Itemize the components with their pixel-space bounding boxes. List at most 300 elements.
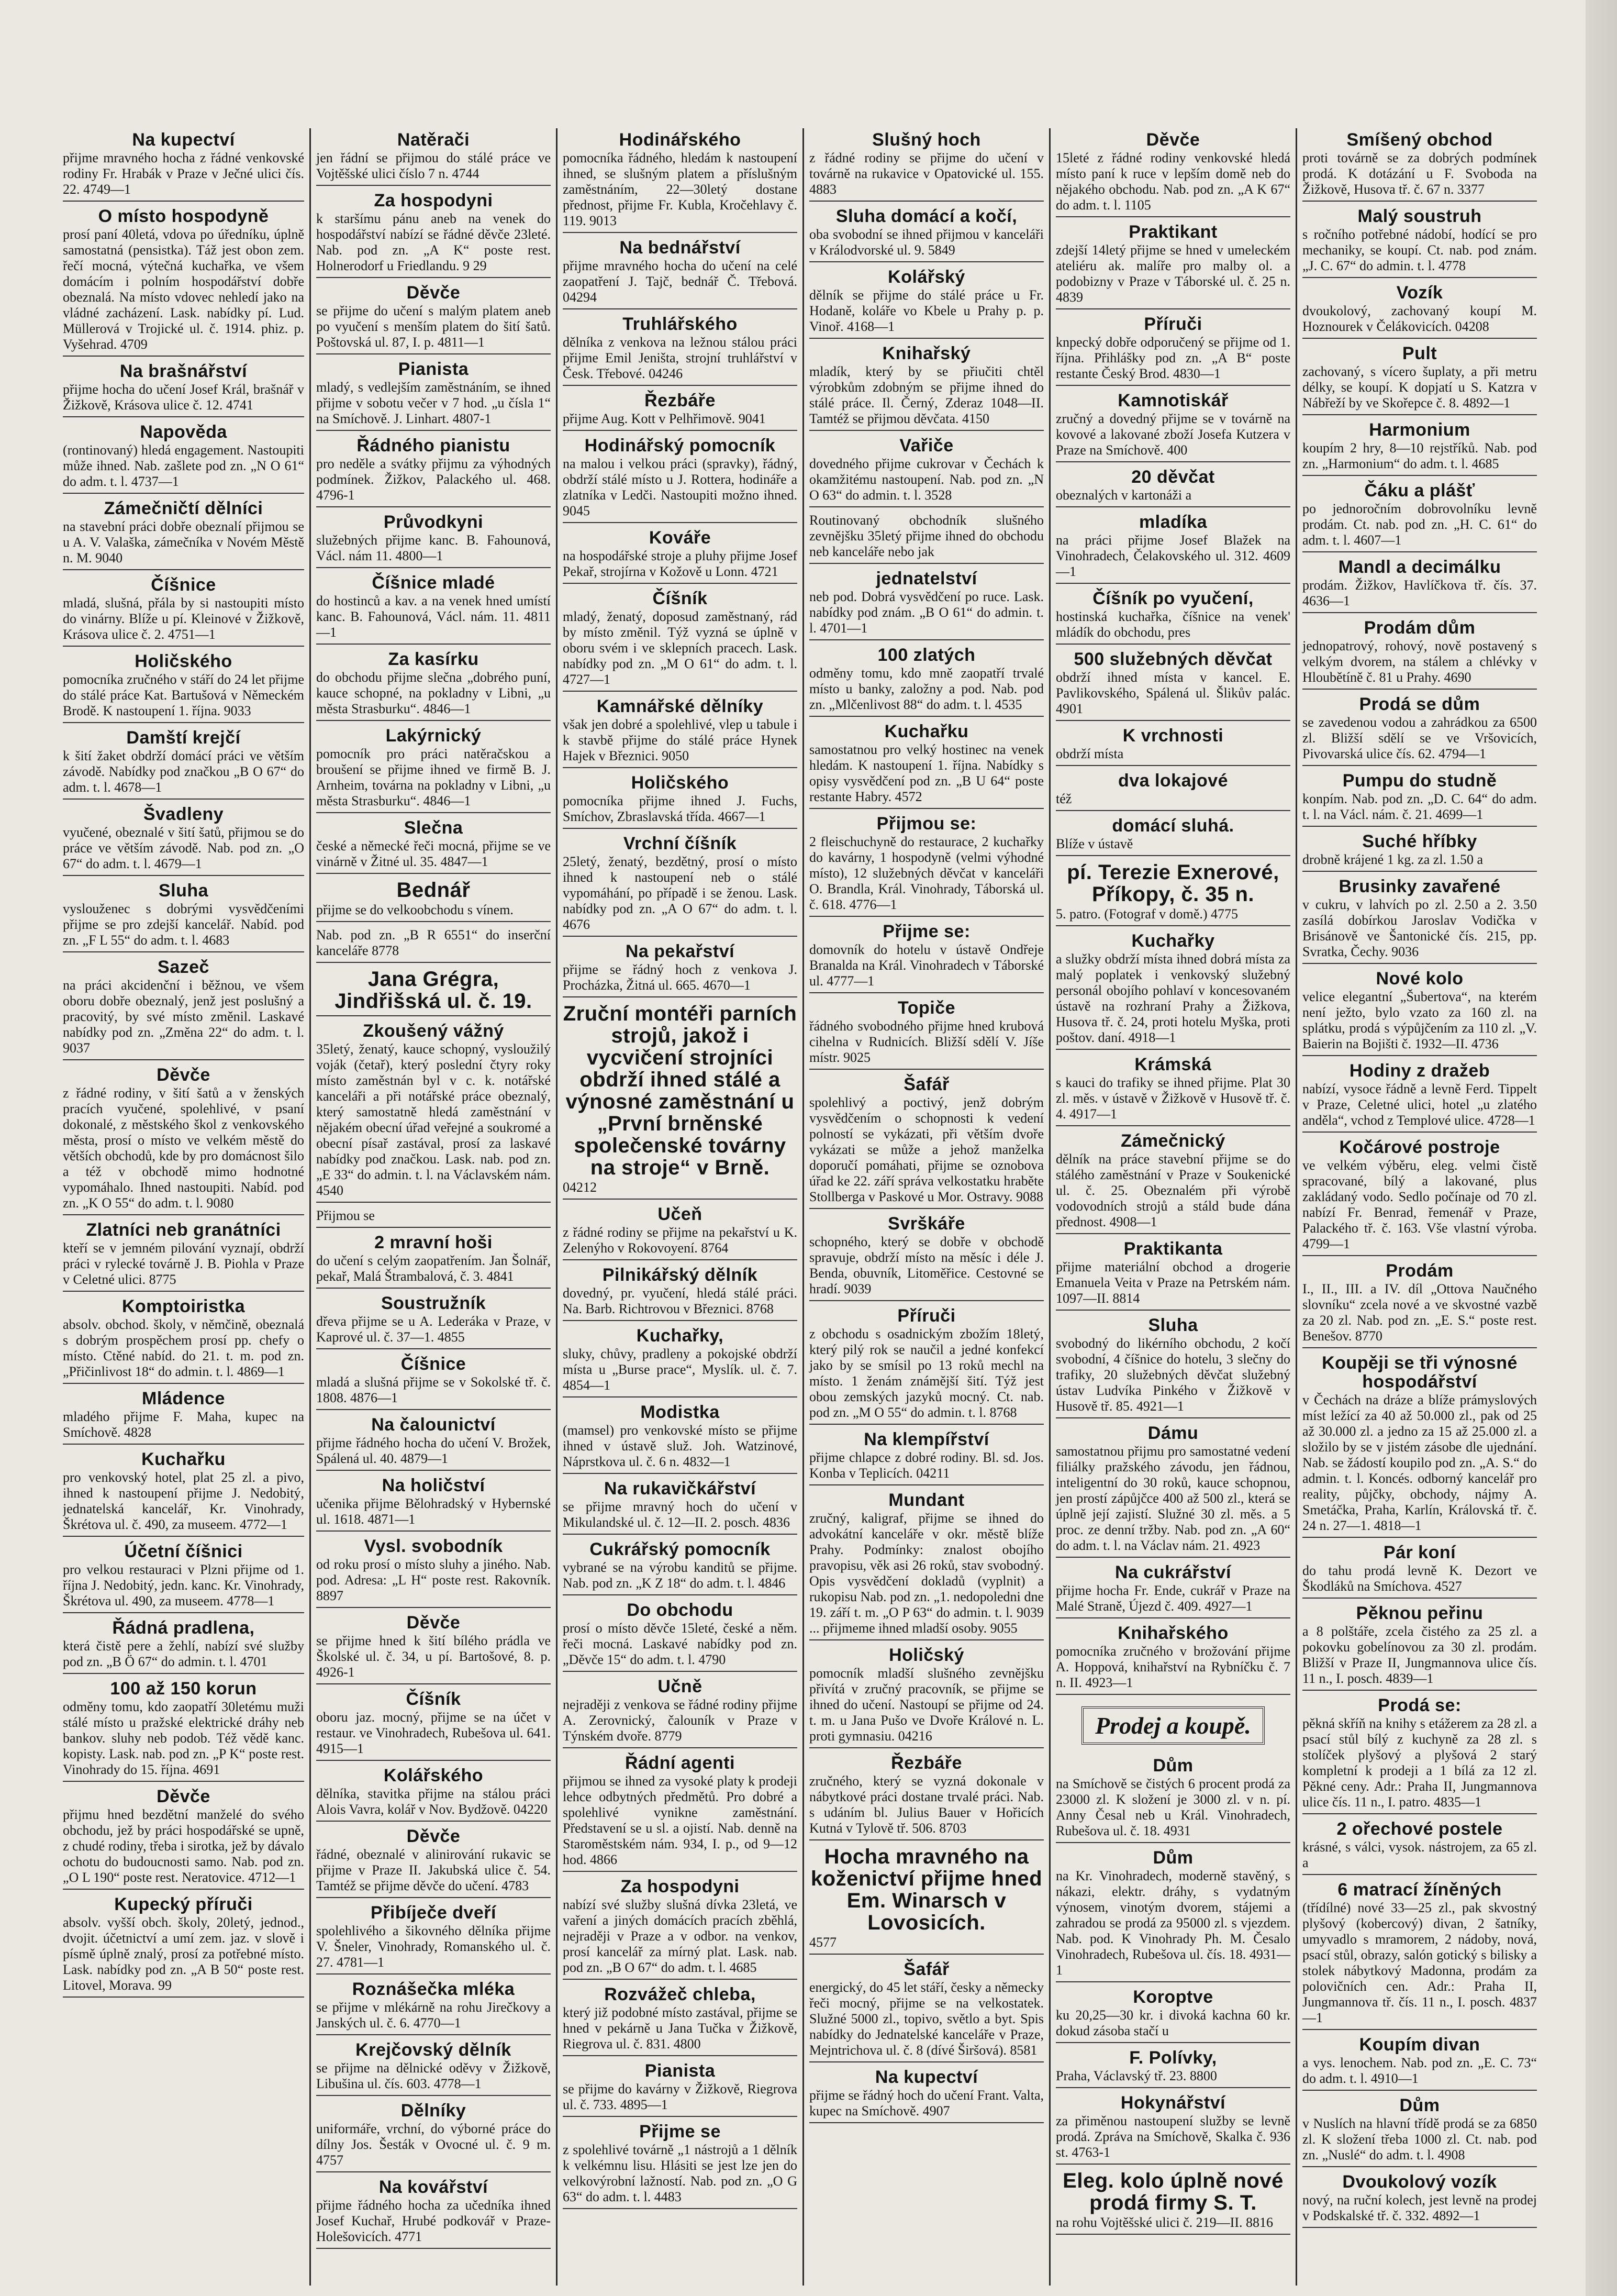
ad-divider (563, 1594, 797, 1595)
ad-heading: Smíšený obchod (1346, 130, 1493, 150)
ad-text: mladého přijme F. Maha, kupec na Smíchově. 4828 (63, 1409, 304, 1440)
ad-divider (1302, 277, 1537, 278)
ad-heading: Bednář (396, 879, 471, 902)
ad-divider (563, 2208, 797, 2209)
ad-divider (809, 201, 1044, 202)
ad-heading: Děvče (406, 283, 461, 303)
ad-text: svobodný do likérního obchodu, 2 kočí svobodní, 4 číšnice do hotelu, 3 slečny do trafiky, 20 služebných děvčat služebný ústav Ludvíka Pinkého v Žižkově v Husově tř. 85. 4921—1 (1056, 1336, 1290, 1414)
ad-text: a 8 polštáře, zcela čistého za 25 zl. a pokovku gobelínovou za 30 zl. prodám. Bližší v Praze II, Jungmannova ulice čís. 11 n., I. posch. 4839—1 (1302, 1624, 1537, 1686)
ad-divider (1302, 338, 1537, 339)
ad-text: s ročního potřebné nádobí, hodící se pro mechaniky, se koupí. Ct. nab. pod znám. „J. C. 67“ do admin. t. l. 4778 (1302, 227, 1537, 273)
classified-ad (563, 315, 797, 386)
ad-divider (1056, 1617, 1290, 1618)
ad-heading: Na kovářství (378, 2177, 488, 2197)
ad-text: mladá, slušná, přála by si nastoupiti místo do vinárny. Blíže u pí. Kleinové v Žižkově, Krásova ulice č. 2. 4751—1 (63, 595, 304, 642)
ad-divider (63, 356, 304, 357)
ad-divider (1056, 2164, 1290, 2165)
classified-ad (63, 1679, 304, 1782)
ad-divider (1056, 1125, 1290, 1126)
classified-ad (316, 879, 551, 922)
ad-heading: Napověda (140, 422, 227, 442)
ad-heading: Komptoiristka (121, 1296, 246, 1316)
ad-divider (809, 1954, 1044, 1955)
ad-divider (316, 277, 551, 278)
ad-text: z obchodu s osadnickým zbožím 18letý, který pilý rok se naučil a jedné konfekcí jako by se smísil po 13 roků mechl na místo. 1 ženám známější šití. Týž jest obou zemských jazyků mocný. Ct. nab. pod zn. „M O 55“ do admin. t. l. 8768 (809, 1326, 1044, 1420)
ad-text: po jednoročním dobrovolníku levně prodám. Ct. nab. pod zn. „H. C. 61“ do adm. t. l. 4607—1 (1302, 501, 1537, 548)
ad-heading: Pěknou peřinu (1356, 1603, 1484, 1623)
classified-ad (809, 569, 1044, 640)
classified-ad (1302, 481, 1537, 552)
ad-text: obeznalých v kartonáži a (1056, 487, 1192, 503)
ad-heading: Roznášečka mléka (352, 1979, 515, 1999)
ad-divider (1302, 1874, 1537, 1875)
ad-heading: Děvče (406, 1826, 461, 1846)
ad-divider (1056, 1233, 1290, 1234)
ad-divider (316, 720, 551, 721)
ad-heading: Vařiče (899, 436, 954, 456)
ad-heading: Jana Grégra, Jindřišská ul. č. 19. (334, 968, 532, 1013)
ad-heading: Prodám dům (1364, 618, 1476, 638)
ad-divider (316, 1227, 551, 1228)
ad-heading: Na pekařství (625, 941, 735, 961)
ad-heading: Pianista (398, 359, 469, 379)
ad-divider (63, 646, 304, 647)
ad-heading: Děvče (157, 1065, 210, 1085)
ad-heading: Přijme se: (883, 922, 971, 941)
ad-text: drobně krájené 1 kg. za zl. 1.50 a (1302, 852, 1484, 867)
ad-text: odměny tomu, kdo mně zaopatří trvalé místo u banky, založny a pod. Nab. pod zn. „Mlčenlivost 88“ do adm. t. l. 4535 (809, 665, 1044, 712)
ad-text: 2 fleischuchyně do restaurace, 2 kuchařky do kavárny, 1 hospodyně (velmi výhodné místo), 12 služebných děvčat v kanceláři O. Brandla, Král. Vinohrady, Táborská ul. č. 618. 4776—1 (809, 834, 1044, 912)
classified-ad (809, 344, 1044, 431)
ad-divider (809, 916, 1044, 917)
ad-text: dělníka, stavitka přijme na stálou práci Alois Vavra, kolář v Nov. Bydžově. 04220 (316, 1786, 551, 1817)
ad-divider (1302, 963, 1537, 964)
classified-columns (63, 128, 1544, 2286)
classified-ad (1302, 1354, 1537, 1538)
ad-heading: Sluha (158, 881, 209, 901)
ad-divider (316, 1348, 551, 1349)
classified-ad (316, 1355, 551, 1410)
ad-text: mladý, s vedlejším zaměstnáním, se ihned přijme v sobotu večer v 7 hod. „u čísla 1“ na Smíchově. J. Linhart. 4807-1 (316, 380, 551, 426)
ad-divider (63, 1536, 304, 1537)
ad-heading: Zámečničtí dělníci (104, 498, 263, 518)
ad-divider (809, 992, 1044, 993)
ad-heading: Šafář (904, 1074, 950, 1094)
ad-heading: Číšník (406, 1689, 461, 1709)
ad-text: přijme Aug. Kott v Pelhřimově. 9041 (563, 411, 766, 426)
ad-text: 04212 (563, 1180, 597, 1195)
ad-heading: Na klempířství (864, 1429, 989, 1449)
ad-heading: Prodám (1386, 1261, 1454, 1281)
classified-ad (1056, 1848, 1290, 1982)
ad-heading: Číšník (652, 589, 708, 608)
ad-heading: Slušný hoch (872, 130, 981, 150)
ad-text: přijme hocha do učení Josef Král, brašnář v Žižkově, Krásova ulice č. 12. 4741 (63, 382, 304, 413)
ad-divider (563, 1396, 797, 1397)
ad-divider (1302, 2227, 1537, 2228)
ad-heading: Kamnotiskář (1118, 391, 1229, 411)
ad-divider (1056, 2234, 1290, 2235)
classified-ad (809, 1214, 1044, 1301)
classified-ad (63, 958, 304, 1060)
ad-text: k šití žaket obdrží domácí práci ve větším závodě. Nabídky pod značkou „B O 67“ do adm. t. l. 4678—1 (63, 748, 304, 795)
ad-heading: Truhlářského (622, 314, 738, 334)
ad-divider (1056, 1842, 1290, 1843)
ad-text: pomocníka přijme ihned J. Fuchs, Smíchov, Zbraslavská třída. 4667—1 (563, 793, 797, 824)
column-1 (63, 128, 309, 2286)
ad-heading: Krejčovský dělník (355, 2040, 511, 2060)
ad-text: koupím 2 hry, 8—10 rejstříků. Nab. pod zn. „Harmonium“ do adm. t. l. 4685 (1302, 440, 1537, 471)
ad-heading: Holičský (889, 1645, 964, 1665)
ad-heading: Na bednářství (619, 238, 741, 258)
ad-text: se přijme mravný hoch do učení v Mikulandské ul. č. 12—II. 2. posch. 4836 (563, 1499, 797, 1530)
ad-divider (63, 569, 304, 570)
ad-divider (316, 430, 551, 431)
ad-text: prosí o místo děvče 15leté, české a něm. řeči mocná. Laskavé nabídky pod zn. „Děvče 15“ do adm. t. l. 4790 (563, 1621, 797, 1667)
ad-text: pomocníka zručného v brožování přijme A. Hoppová, knihařství na Rybníčku č. 7 n. II. 4923—1 (1056, 1644, 1290, 1690)
ad-divider (1302, 2029, 1537, 2030)
classified-ad (563, 1326, 797, 1397)
ad-heading: Na čalounictví (371, 1415, 496, 1435)
ad-heading: Hodinářský pomocník (584, 436, 776, 456)
ad-divider (809, 261, 1044, 262)
ad-text: Blíže v ústavě (1056, 836, 1133, 851)
ad-text: dovedného přijme cukrovar v Čechách k okamžitému nastoupení. Nab. pod zn. „N O 63“ do admin. t. l. 3528 (809, 456, 1044, 503)
ad-text: přijme se řádný hoch do učení Frant. Valta, kupec na Smíchově. 4907 (809, 2088, 1044, 2118)
ad-text: Praha, Václavský tř. 23. 8800 (1056, 2068, 1217, 2083)
classified-ad (1056, 771, 1290, 811)
ad-divider (1056, 1417, 1290, 1418)
classified-ad (563, 1403, 797, 1474)
ad-text: jen řádní se přijmou do stálé práce ve Vojtěšské ulici číslo 7 n. 4744 (316, 150, 551, 181)
ad-divider (563, 767, 797, 768)
classified-ad (563, 1601, 797, 1672)
ad-heading: domácí sluhá. (1112, 816, 1234, 836)
ad-text: zachovaný, s vícero šuplaty, a při metru délky, se koupí. K dopjatí u S. Katzra v Nábřeží by ve Skořepce č. 8. 4892—1 (1302, 364, 1537, 411)
ad-heading: Kolářského (383, 1766, 484, 1785)
ad-heading: Pár koní (1383, 1543, 1456, 1562)
ad-divider (809, 716, 1044, 717)
ad-divider (563, 430, 797, 431)
ad-text: pomocník mladší slušného zevnějšku přivítá v zručný pracovník, se přijme se ihned do učení. Nastoupí se přijme od 24. t. m. u Jana Pušo ve Dvoře Králové n. L. proti gymnasiu. 04216 (809, 1666, 1044, 1744)
classified-ad (316, 191, 551, 278)
ad-text: pomocníka řádného, hledám k nastoupení ihned, se slušným platem a příslušným zaměstnáním, 22—30letý dostane přednost, přijme Fr. Kubla, Kročehlavy č. 119. 9013 (563, 150, 797, 228)
ad-divider (316, 506, 551, 507)
ad-text: prosí paní 40letá, vdova po úředníku, úplně samostatná (pensistka). Táž jest obon zem. řečí mocná, výtečná kuchařka, ve všem domácím i polním hospodářství dobře obeznalá. Na místo vdovec nehledí jako na vládné zacházení. Lask. nabídky pí. Lud. Müllerová v Trojické ul. č. 1914. phiz. p. Vyšehrad. 4709 (63, 227, 304, 352)
ad-text: obdrží ihned místa v kancel. E. Pavlikovského, Spálená ul. Šlikův palác. 4901 (1056, 670, 1290, 716)
ad-text: kteří se v jemném pilování vyznají, obdrží práci v rylecké továrně J. B. Piohla v Praze v Celetné ulici. 8775 (63, 1240, 304, 1287)
ad-divider (316, 1821, 551, 1822)
classified-ad (63, 1066, 304, 1215)
ad-heading: Na cukrářství (1115, 1562, 1231, 1582)
classified-ad (63, 1221, 304, 1292)
ad-divider (63, 493, 304, 494)
ad-divider (1302, 612, 1537, 613)
ad-text: 15leté z řádné rodiny venkovské hledá místo paní k ruce v lepším domě neb do nějakého obchodu. Nab. pod zn. „A K 67“ do adm. t. l. 1105 (1056, 150, 1290, 213)
ad-text: prodám. Žižkov, Havlíčkova tř. čís. 37. 4636—1 (1302, 578, 1537, 608)
classified-ad (1056, 1132, 1290, 1234)
ad-text: neb pod. Dobrá vysvědčení po ruce. Lask. nabídky pod znám. „B O 61“ do admin. t. l. 4701—1 (809, 589, 1044, 636)
classified-ad (1056, 1424, 1290, 1558)
ad-divider (1302, 414, 1537, 415)
ad-divider (563, 1871, 797, 1872)
ad-divider (563, 1259, 797, 1260)
ad-divider (63, 416, 304, 417)
ad-heading: Koupím divan (1359, 2035, 1480, 2055)
ad-text: přijmu hned bezdětní manželé do svého obchodu, jež by práci hospodářské se upně, z chudé rodiny, třeba i sirotka, jež by dávalo ochotu do budoucnosti samo. Nab. pod zn. „O L 190“ poste rest. Neratovice. 4712—1 (63, 1807, 304, 1885)
ad-text: a vys. lenochem. Nab. pod zn. „E. C. 73“ do adm. t. l. 4910—1 (1302, 2055, 1537, 2086)
classified-ad (809, 207, 1044, 262)
ad-divider (1302, 826, 1537, 827)
ad-divider (316, 1607, 551, 1608)
ad-text: do obchodu přijme slečna „dobrého puní, kauce schopné, na pokladny v Libni, „u města Strasburku“. 4846—1 (316, 670, 551, 716)
ad-heading: Pumpu do studně (1342, 771, 1497, 791)
ad-heading: Holičského (135, 651, 232, 671)
classified-ad (563, 391, 797, 431)
section-title: Prodej a koupě. (1081, 1706, 1265, 1745)
ad-text: spolehlivého a šikovného dělníka přijme V. Šneler, Vinohrady, Romanského ul. č. 27. 4781—1 (316, 1923, 551, 1970)
classified-ad (63, 881, 304, 952)
ad-divider (316, 185, 551, 186)
ad-heading: Zámečnický (1121, 1131, 1225, 1151)
ad-heading: Topiče (897, 998, 956, 1018)
classified-ad (63, 575, 304, 647)
ad-divider (1056, 308, 1290, 309)
ad-heading: Číšnice (151, 575, 216, 595)
classified-ad (809, 814, 1044, 917)
ad-text: na stavební práci dobře obeznalí přijmou se u A. V. Valaška, zámečníka v Novém Městě n. M. 9040 (63, 519, 304, 565)
ad-text: se přijme na dělnické oděvy v Žižkově, Libušina ul. čís. 603. 4778—1 (316, 2060, 551, 2091)
ad-heading: Kamnářské dělníky (596, 696, 764, 716)
ad-heading: Hodiny z dražeb (1349, 1061, 1490, 1081)
ad-text: pomocníka zručného v stáří do 24 let přijme do stálé práce Kat. Bartušová v Německém Brodě. K nastoupení 1. října. 9033 (63, 672, 304, 718)
ad-divider (1056, 1694, 1290, 1695)
ad-text: zručného, který se vyzná dokonale v nábytkové práci dostane trvalé práci. Nab. s udáním bl. Julius Bauer v Hořicích Kutná v Tylově tř. 506. 8703 (809, 1773, 1044, 1836)
classified-ad (316, 130, 551, 186)
classified-ad (563, 1205, 797, 1260)
classified-ad (1056, 468, 1290, 507)
ad-divider (1056, 1981, 1290, 1982)
classified-ad (563, 528, 797, 584)
ad-text: se přijme do kavárny v Žižkově, Riegrova ul. č. 733. 4895—1 (563, 2081, 797, 2112)
ad-divider (1056, 1049, 1290, 1050)
ad-text: služebných přijme kanc. B. Fahounová, Václ. nám 11. 4800—1 (316, 533, 551, 563)
ad-text: na hospodářské stroje a pluhy přijme Josef Pekař, strojírna v Kožově u Lonn. 4721 (563, 548, 797, 579)
ad-heading: Vozík (1396, 283, 1443, 303)
ad-divider (1302, 1347, 1537, 1348)
ad-text: přijme mravného hocha z řádné venkovské rodiny Fr. Hrabák v Praze v Ječné ulici čís. 22. 4749—1 (63, 150, 304, 197)
classified-ad (316, 573, 551, 645)
ad-text: z řádné rodiny, v šití šatů a v ženských pracích vyučené, spolehlivé, v psaní dokonalé, z městského škol z venkovského města, prosí o místo ve velkém městě do větších obchodů, kde by pro domácnost šilo a též v obchodě mimo hodnotné vypomáhalo. Ihned nastoupiti. Nabíd. pod zn. „K O 55“ do adm. t. l. 9080 (63, 1085, 304, 1211)
classified-ad (316, 1537, 551, 1608)
classified-ad (316, 1415, 551, 1471)
ad-text: přijme se řádný hoch z venkova J. Procházka, Žitná ul. 665. 4670—1 (563, 962, 797, 993)
ad-text: odměny tomu, kdo zaopatří 30letému muži stálé místo u pražské elektrické dráhy neb bankov. sluhy neb podob. Též vědě kanc. kopisty. Lask. nab. pod zn. „P K“ poste rest. Vinohrady do 15. října. 4691 (63, 1699, 304, 1777)
ad-text: (třídílné) nové 33—25 zl., pak skvostný plyšový (kobercový) divan, 2 šatníky, umyvadlo s mramorem, 2 nádoby, nová, psací stůl, obrazy, salón gotický s bilisky a stolek nábytkový Madonna, prodám za polovičních cen. Adr.: Praha II, Jungmannova tř. čís. 11 n., I. posch. 4837—1 (1302, 1900, 1537, 2025)
ad-divider (563, 1747, 797, 1748)
ad-heading: O místo hospodyně (98, 206, 269, 226)
ad-text: též (1056, 791, 1072, 806)
ad-divider (316, 2171, 551, 2172)
ad-heading: jednatelství (876, 569, 977, 589)
ad-divider (316, 1530, 551, 1532)
page-edge (1586, 0, 1617, 2296)
ad-text: se přijme do učení s malým platem aneb po vyučení s menším platem do šití šatů. Poštovská ul. 87, I. p. 4811—1 (316, 303, 551, 350)
ad-heading: Číšník po vyučení, (1092, 589, 1254, 608)
classified-ad (809, 1754, 1044, 1840)
classified-ad (316, 726, 551, 813)
classified-ad (563, 1877, 797, 1980)
ad-heading: Modistka (640, 1402, 720, 1422)
ad-heading: Na rukavičkářství (604, 1479, 756, 1499)
classified-ad (563, 834, 797, 937)
ad-heading: Přijme se (639, 2122, 721, 2142)
ad-text: pomocník pro práci natěračskou a broušení se přijme ihned ve firmě B. J. Arnheim, továrna na pokladny v Libni, „u města Strasburku“. 4846—1 (316, 746, 551, 808)
classified-ad (1302, 2172, 1537, 2228)
ad-divider (1056, 810, 1290, 811)
ad-heading: Koupěji se tři výnosné hospodářství (1322, 1353, 1518, 1392)
ad-heading: F. Polívky, (1129, 2048, 1217, 2068)
ad-heading: Brusinky zavařené (1339, 877, 1501, 896)
classified-ad (316, 1022, 551, 1203)
ad-heading: Přijmou se: (876, 814, 977, 834)
classified-ad (1302, 695, 1537, 766)
ad-text: (rontinovaný) hledá engagement. Nastoupiti může ihned. Nab. zašlete pod zn. „N O 61“ do adm. t. l. 4737—1 (63, 442, 304, 489)
classified-ad (809, 513, 1044, 564)
column-5 (1049, 128, 1296, 2286)
classified-ad (563, 436, 797, 523)
classified-ad (316, 360, 551, 431)
ad-text: 35letý, ženatý, kauce schopný, vysloužilý voják (četař), který poslední čtyry roky místo zaměstnán byl v c. k. notářské kanceláři a při notářské práce obeznalý, který samostatně hledá zaměstnání v nějakém obecní úřad veřejné a soukromé a obecní písař zastával, prosí za laskavé nabídky pod značkou. Lask. nab. pod zn. „E 33“ do admin. t. l. na Václavském nám. 4540 (316, 1041, 551, 1198)
ad-text: nabízí své služby slušná dívka 23letá, ve vaření a jiných domácích pracích zběhlá, nejraději v Praze a v odbor. na venkov, prosí kancelář za mírný plat. Lask. nab. pod zn. „B O 67“ do adm. t. l. 4685 (563, 1897, 797, 1975)
ad-heading: Mládence (142, 1389, 225, 1408)
ad-text: na malou i velkou práci (spravky), řádný, obdrží stálé místo u J. Rottera, hodináře a zlatníka v Ledči. Nastoupiti možno ihned. 9045 (563, 456, 797, 518)
classified-ad (1302, 1696, 1537, 1814)
ad-divider (809, 808, 1044, 809)
classified-ad (809, 1075, 1044, 1209)
ad-divider (1056, 1310, 1290, 1311)
ad-heading: Malý soustruh (1357, 206, 1482, 226)
ad-heading: Kolářský (888, 267, 965, 287)
ad-divider (809, 1424, 1044, 1425)
ad-text: učenika přijme Bělohradský v Hybernské ul. 1618. 4871—1 (316, 1496, 551, 1527)
ad-heading: Kupecký příruči (114, 1894, 253, 1914)
ad-heading: Lakýrnický (385, 726, 482, 746)
classified-ad (1302, 207, 1537, 278)
classified-ad (1056, 513, 1290, 584)
ad-text: dělníka z venkova na ležnou stálou práci přijme Emil Jeništa, strojní truhlářství v Česk. Třebové. 04246 (563, 335, 797, 381)
ad-text: za přiměnou nastoupení služby se levně prodá. Zpráva na Smíchově, Skalka č. 936 st. 4763-1 (1056, 2113, 1290, 2160)
ad-text: ku 20,25—30 kr. i divoká kachna 60 kr. dokud zásoba stačí u (1056, 2007, 1290, 2038)
classified-ad (809, 268, 1044, 339)
ad-text: v Nuslích na hlavní třídě prodá se za 6850 zl. K složení třeba 1000 zl. Ct. nab. pod zn. „Nuslé“ do adm. t. l. 4908 (1302, 2116, 1537, 2162)
ad-divider (809, 639, 1044, 640)
ad-heading: Kuchařku (884, 722, 969, 741)
classified-ad (809, 999, 1044, 1070)
ad-heading: Příruči (897, 1306, 956, 1326)
ad-text: řádného svobodného přijme hned krubová cihelna v Rudnicích. Bližší sdělí V. Jíše místr. 9025 (809, 1018, 1044, 1065)
ad-divider (63, 1383, 304, 1384)
classified-ad (63, 362, 304, 417)
classified-ad (63, 1297, 304, 1384)
ad-heading: Za kasírku (388, 649, 479, 669)
ad-text: energický, do 45 let stáří, česky a německy řeči mocný, přijme se na velkostatek. Služné 5000 zl., topivo, světlo a byt. Spis nabídky do Jednatelské kanceláře v Praze, Mejntrichova ul. č. 8 (dívé Širšová). 8581 (809, 1980, 1044, 2058)
ad-divider (563, 522, 797, 523)
classified-ad (316, 1294, 551, 1349)
ad-text: dřeva přijme se u A. Lederáka v Praze, v Kaprové ul. č. 37—1. 4855 (316, 1314, 551, 1345)
ad-divider (1302, 1690, 1537, 1691)
ad-heading: Děvče (1146, 130, 1200, 150)
classified-ad (316, 1903, 551, 1975)
ad-heading: Šafář (904, 1959, 950, 1979)
classified-ad (809, 130, 1044, 202)
ad-text: samostatnou pro velký hostinec na venek hledám. K nastoupení 1. října. Nabídky s opisy vysvědčení pod zn. „B U 64“ poste restante Habry. 4572 (809, 742, 1044, 804)
classified-ad (63, 728, 304, 800)
ad-heading: Do obchodu (627, 1600, 733, 1620)
classified-ad (563, 1754, 797, 1872)
ad-divider (1302, 201, 1537, 202)
ad-divider (1056, 765, 1290, 766)
classified-ad (1302, 283, 1537, 339)
ad-divider (316, 1288, 551, 1289)
ad-heading: Účetní číšnici (124, 1541, 243, 1561)
ad-text: přijme mravného hocha do učení na celé zaopatření J. Tajč, bednář Č. Třebová. 04294 (563, 258, 797, 305)
ad-text: sluky, chůvy, pradleny a pokojské obdrží místa u „Burse prace“, Myslík. ul. č. 7. 4854—1 (563, 1346, 797, 1393)
classified-ad (809, 1430, 1044, 1485)
ad-text: na rohu Vojtěšské ulici č. 219—II. 8816 (1056, 2215, 1273, 2230)
ad-heading: Pult (1402, 343, 1437, 363)
ad-heading: Harmonium (1369, 420, 1470, 440)
ad-text: zručný, kaligraf, přijme se ihned do advokátní kanceláře v okr. městě blíže Prahy. Podmínky: znalost obojího pravopisu, věk asi 26 roků, stav svobodný. Opis vysvědčení dokladů (vyplnit) a rukopisu Nab. pod zn. „1. nedopoledni dne 19. září t. m. „O P 63“ do admin. t. l. 9039 ... přijmeme ihned mladší osoby. 9055 (809, 1511, 1044, 1636)
ad-text: nejraději z venkova se řádné rodiny přijme A. Zerovnický, čalouník v Praze v Týnském dvoře. 8779 (563, 1697, 797, 1744)
ad-divider (809, 1208, 1044, 1209)
classified-ad (1056, 130, 1290, 217)
ad-heading: Děvče (157, 1787, 210, 1806)
ad-heading: Řádní agenti (625, 1753, 735, 1773)
classified-ad (316, 1690, 551, 1761)
classified-ad (1302, 1543, 1537, 1599)
ad-heading: Číšnice (400, 1354, 466, 1374)
classified-ad (1056, 391, 1290, 462)
classified-ad (1056, 650, 1290, 721)
ad-text: Routinovaný obchodník slušného zevnějšku 35letý přijme ihned do obchodu neb kanceláře nebo jak (809, 513, 1044, 559)
classified-ad (316, 283, 551, 354)
ad-text: do tahu prodá levně K. Dezort ve Škodláků na Smíchova. 4527 (1302, 1563, 1537, 1594)
ad-divider (1056, 385, 1290, 386)
classified-ad (316, 1233, 551, 1289)
ad-text: z řádné rodiny se přijme do učení v továrně na rukavice v Opatovické ul. 155. 4883 (809, 150, 1044, 197)
ad-heading: Řezbáře (644, 391, 716, 411)
ad-text: pro velkou restauraci v Plzni přijme od 1. října J. Nedobitý, jedn. kanc. Kr. Vinohrady, Škrétova ul. 490, za museem. 4778—1 (63, 1562, 304, 1609)
ad-divider (809, 563, 1044, 564)
ad-divider (563, 691, 797, 692)
ad-divider (1302, 689, 1537, 690)
classified-ad (63, 805, 304, 876)
ad-text: přijme řádného hocha do učení V. Brožek, Spálená ul. 40. 4879—1 (316, 1435, 551, 1466)
ad-divider (1302, 1132, 1537, 1133)
classified-ad (1302, 877, 1537, 964)
ad-divider (63, 201, 304, 202)
ad-text: se přijme v mlékárně na rohu Jirečkovy a Janských ul. č. 6. 4770—1 (316, 2000, 551, 2031)
ad-heading: pí. Terezie Exnerové, Příkopy, č. 35 n. (1067, 861, 1279, 906)
ad-divider (809, 1639, 1044, 1640)
ad-text: proti továrně se za dobrých podmínek prodá. K dotázání u F. Svoboda na Žižkově, Husova tř. č. 67 n. 3377 (1302, 150, 1537, 197)
ad-heading: Dům (1153, 1848, 1194, 1868)
classified-ad (809, 1846, 1044, 1955)
ad-heading: Praktikant (1129, 222, 1218, 242)
ad-divider (316, 2248, 551, 2249)
classified-ad (316, 436, 551, 507)
